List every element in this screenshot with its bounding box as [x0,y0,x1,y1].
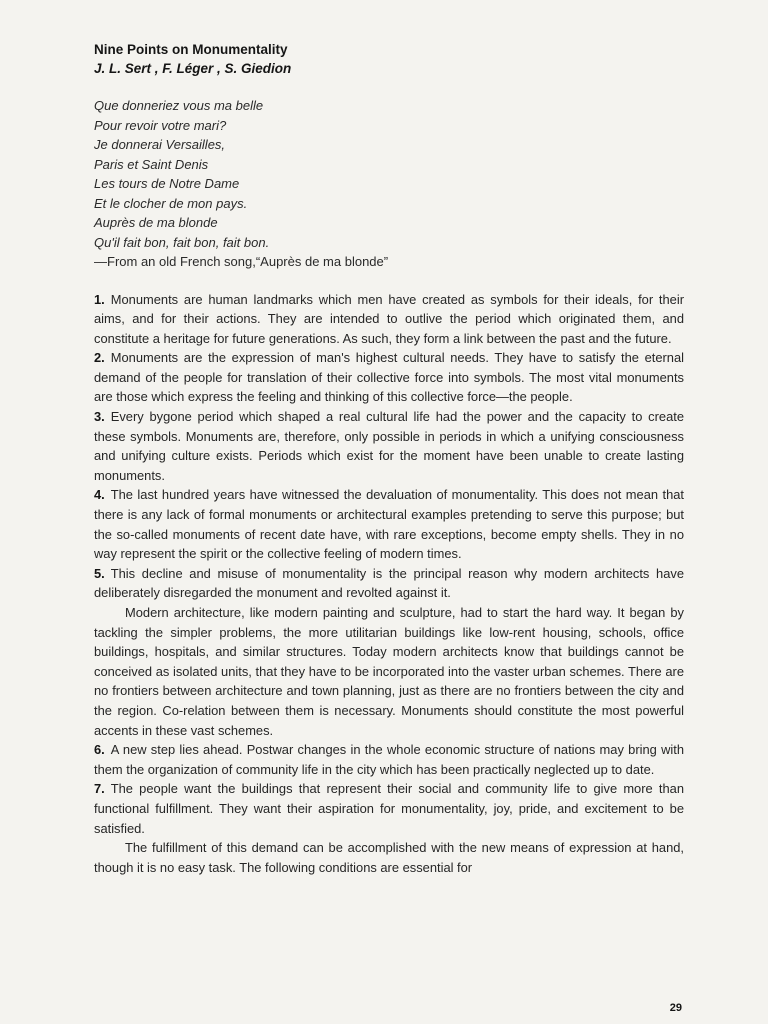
point-text: A new step lies ahead. Postwar changes in the whole economic structure of nations may bring with them the organization of community life in the city which has been practically neglected up to date. [94,742,684,777]
epigraph-line: Les tours de Notre Dame [94,176,240,191]
point-3 [94,407,684,485]
epigraph-line: Et le clocher de mon pays. [94,195,248,211]
point-number: 1. [94,291,105,307]
point-number: 3. [94,409,105,425]
point-number: 2. [94,350,105,366]
epigraph-line: Que donneriez vous ma belle [94,98,264,113]
article-body [94,40,684,877]
point-text: Monuments are human landmarks which men have created as symbols for their ideals, for their aims, and for their actions. They are intended to outlive the period which originated them, and constitute a heritage for future generations. As such, they form a link between the past and the future. [94,291,684,346]
epigraph-line: Qu'il fait bon, fait bon, fait bon. [94,234,270,250]
paragraph-text: The fulfillment of this demand can be accomplished with the new means of expression at hand, though it is no easy task. The following conditions are essential for [94,840,684,875]
page-number: 29 [669,1002,682,1014]
point-number: 4. [94,487,105,503]
epigraph-line: Pour revoir votre mari? [94,117,227,133]
point-2 [94,348,684,407]
point-text: The people want the buildings that represent their social and community life to give more than functional fulfillment. They want their aspiration for monumentality, joy, pride, and excitement to be satisfied. [94,781,684,836]
paragraph-continuation [94,838,684,877]
point-1 [94,290,684,349]
point-4 [94,485,684,563]
paragraph-continuation [94,603,684,740]
article-title: Nine Points on Monumentality [94,42,288,57]
epigraph-line: Je donnerai Versailles, [94,137,226,152]
point-text: This decline and misuse of monumentality is the principal reason why modern architects have deliberately disregarded the monument and revolted against it. [94,565,684,601]
point-text: Monuments are the expression of man's highest cultural needs. They have to satisfy the eternal demand of the people for translation of their collective force into symbols. The most vital monuments are those which express the feeling and thinking of this collective force—the people. [94,350,684,405]
point-7 [94,779,684,838]
epigraph [94,96,684,272]
epigraph-source: —From an old French song,“Auprès de ma blonde” [94,254,389,269]
point-number: 5. [94,565,105,581]
point-5 [94,564,684,603]
epigraph-line: Paris et Saint Denis [94,156,209,172]
point-number: 7. [94,781,105,797]
epigraph-line: Auprès de ma blonde [94,215,218,230]
point-number: 6. [94,742,105,758]
point-text: Every bygone period which shaped a real cultural life had the power and the capacity to create these symbols. Monuments are, therefore, only possible in periods in which a unifying consciousness and unifying culture exists. Periods which exist for the moment have been unable to create lasting monuments. [94,409,684,483]
article-authors: J. L. Sert , F. Léger , S. Giedion [94,61,292,76]
point-6 [94,740,684,779]
paragraph-text: Modern architecture, like modern painting and sculpture, had to start the hard way. It began by tackling the simpler problems, the more utilitarian buildings like low-rent housing, schools, office buildings, hospitals, and similar structures. Today modern architects know that buildings cannot be conceived as isolated units, that they have to be incorporated into the vaster urban schemes. There are no frontiers between architecture and town planning, just as there are no frontiers between the city and the region. Co-relation between them is necessary. Monuments should constitute the most powerful accents in these vast schemes. [94,605,684,738]
point-text: The last hundred years have witnessed the devaluation of monumentality. This does not mean that there is any lack of formal monuments or architectural examples pretending to serve this purpose; but the so-called monuments of recent date have, with rare exceptions, become empty shells. They in no way represent the spirit or the collective feeling of modern times. [94,487,684,562]
